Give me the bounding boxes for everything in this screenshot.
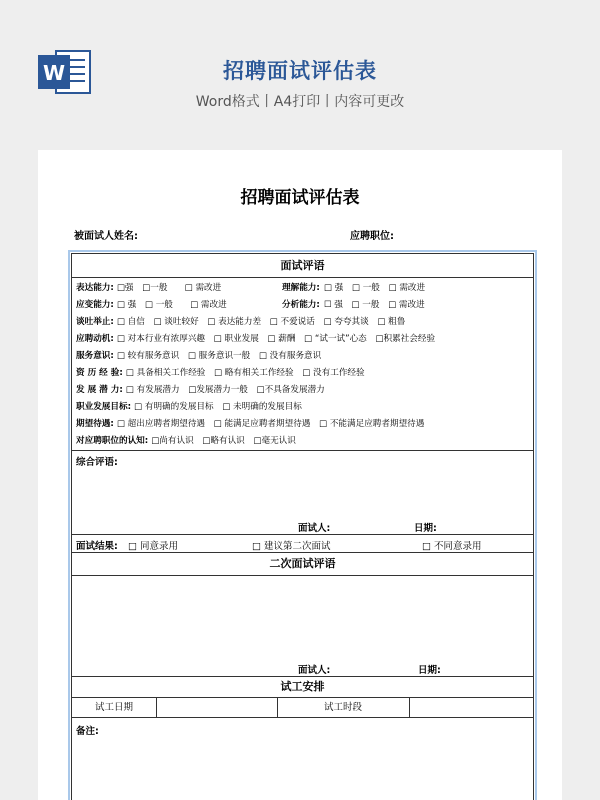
evaluation-form	[68, 250, 537, 800]
result-option-reject[interactable]: □ 不同意录用	[422, 541, 482, 552]
interviewer-label: 面试人:	[298, 523, 331, 534]
rating-row-service: 服务意识: □ 较有服务意识 □ 服务意识一般 □ 没有服务意识	[76, 351, 322, 361]
rating-row-motivation: 应聘动机: □ 对本行业有浓厚兴趣 □ 职业发展 □ 薪酬 □ “试一试”心态 □积累社会经验	[76, 334, 436, 344]
trial-table	[72, 697, 533, 718]
rating-row-adaptability: 应变能力: □ 强 □ 一般 □ 需改进 分析能力: ☐ 强 □ 一般 □ 需改进	[76, 300, 425, 310]
svg-text:W: W	[42, 61, 66, 85]
trial-date-label: 试工日期	[94, 702, 133, 713]
trial-time-label: 试工时段	[323, 702, 362, 713]
remarks-label: 备注:	[76, 726, 99, 737]
rating-row-experience: 资 历 经 验: □ 具备相关工作经验 □ 略有相关工作经验 □ 没有工作经验	[76, 368, 365, 378]
trial-time-value[interactable]	[409, 698, 535, 717]
rating-row-potential: 发 展 潜 力: □ 有发展潜力 □发展潜力一般 □不具备发展潜力	[76, 385, 325, 395]
trial-date-value[interactable]	[156, 698, 277, 717]
interviewer-label-2: 面试人:	[298, 665, 331, 676]
candidate-name-label: 被面试人姓名:	[74, 231, 138, 242]
document-title: 招聘面试评估表	[240, 188, 360, 208]
rating-row-manner: 谈吐举止: □ 自信 □ 谈吐较好 □ 表达能力差 □ 不爱说话 □ 夸夸其谈 □ 粗鲁	[76, 317, 406, 327]
rating-row-job-knowledge: 对应聘职位的认知: □尚有认识 □略有认识 □毫无认识	[76, 436, 296, 446]
banner-title: 招聘面试评估表	[223, 59, 377, 83]
result-option-hire[interactable]: □ 同意录用	[128, 541, 178, 552]
date-label: 日期:	[414, 523, 437, 534]
date-label-2: 日期:	[418, 665, 441, 676]
banner-subtitle: Word格式丨A4打印丨内容可更改	[195, 94, 405, 110]
result-option-second-interview[interactable]: □ 建议第二次面试	[252, 541, 331, 552]
section-second-interview: 二次面试评语	[72, 552, 533, 576]
overall-comments-label: 综合评语:	[76, 457, 118, 468]
rating-row-career-goal: 职业发展目标: □ 有明确的发展目标 □ 未明确的发展目标	[76, 402, 302, 412]
section-interview-comments: 面试评语	[72, 254, 533, 278]
position-label: 应聘职位:	[350, 231, 394, 242]
document-page	[38, 150, 562, 800]
section-trial-arrangement: 试工安排	[72, 676, 533, 698]
rating-row-expected-pay: 期望待遇: □ 超出应聘者期望待遇 □ 能满足应聘者期望待遇 □ 不能满足应聘者期望待遇	[76, 419, 425, 429]
result-label: 面试结果:	[76, 541, 118, 552]
rating-row-expression: 表达能力: □强 □一般 □ 需改进 理解能力: □ 强 □ 一般 □ 需改进	[76, 283, 426, 293]
